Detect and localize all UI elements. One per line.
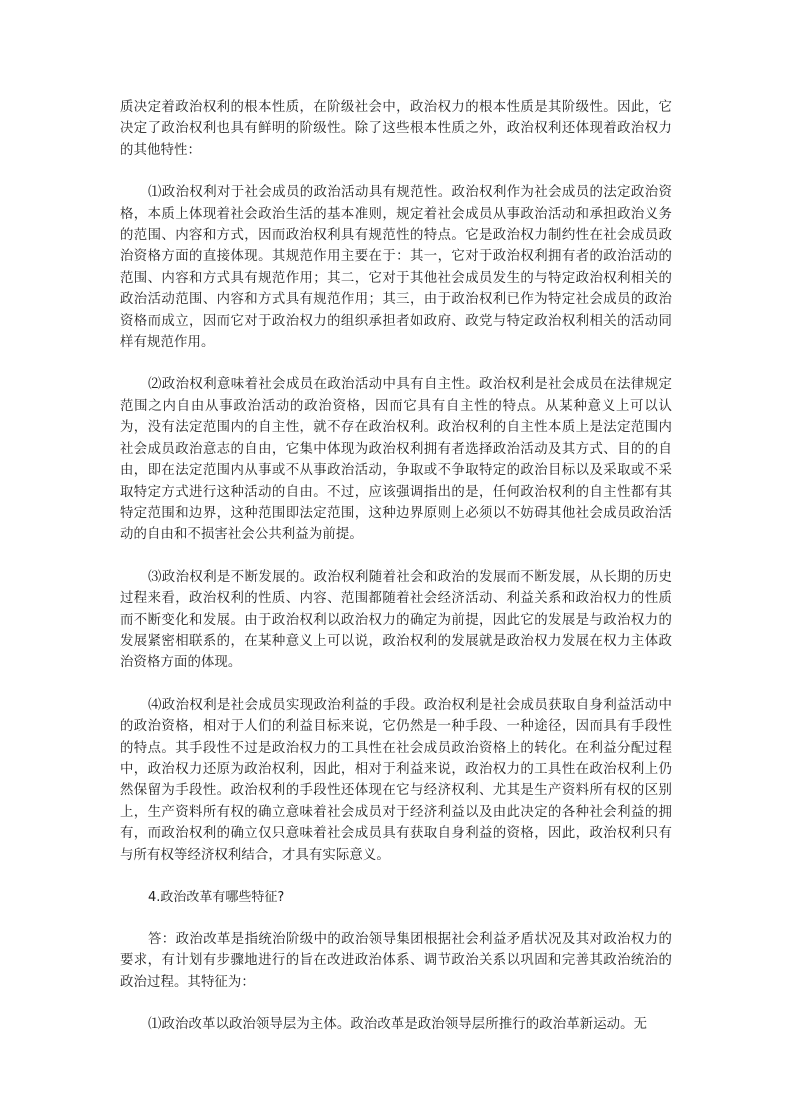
answer-paragraph: 答：政治改革是指统治阶级中的政治领导集团根据社会利益矛盾状况及其对政治权力的要求，有计划有步骤地进行的旨在改进政治体系、调节政治关系以巩固和完善其政治统治的政治过程。其特征为： — [120, 932, 672, 990]
paragraph-gap — [120, 161, 672, 182]
paragraph-gap — [120, 993, 672, 1014]
document-page — [120, 97, 672, 1036]
question-heading: 4.政治改革有哪些特征? — [148, 890, 285, 905]
paragraph-normativity: ⑴政治权利对于社会成员的政治活动具有规范性。政治权利作为社会成员的法定政治资格，本质上体现着社会政治生活的基本准则，规定着社会成员从事政治活动和承担政治义务的范围、内容和方式，因而政治权利具有规范性的特点。它是政治权力制约性在社会成员政治资格方面的直接体现。其规范作用主要在于：其一，它对于政治权利拥有者的政治活动的范围、内容和方式具有规范作用；其二，它对于其他社会成员发生的与特定政治权利相关的政治活动范围、内容和方式具有规范作用；其三，由于政治权利已作为特定社会成员的政治资格而成立，因而它对于政治权力的组织承担者如政府、政党与特定政治权利相关的活动同样有规范作用。 — [120, 185, 672, 351]
paragraph-development: ⑶政治权利是不断发展的。政治权利随着社会和政治的发展而不断发展，从长期的历史过程来看，政治权利的性质、内容、范围都随着社会经济活动、利益关系和政治权力的性质而不断变化和发展。由于政治权利以政治权力的确定为前提，因此它的发展是与政治权力的发展紧密相联系的，在某种意义上可以说，政治权利的发展就是政治权力发展在权力主体政治资格方面的体现。 — [120, 569, 672, 671]
paragraph-reform-subject: ⑴政治改革以政治领导层为主体。政治改革是政治领导层所推行的政治革新运动。无 — [148, 1017, 648, 1033]
paragraph-gap — [120, 674, 672, 695]
paragraph-means: ⑷政治权利是社会成员实现政治利益的手段。政治权利是社会成员获取自身利益活动中的政治资格，相对于人们的利益目标来说，它仍然是一种手段、一种途径，因而具有手段性的特点。其手段性不过是政治权力的工具性在社会成员政治资格上的转化。在利益分配过程中，政治权力还原为政治权利，因此，相对于利益来说，政治权力的工具性在政治权利上仍然保留为手段性。政治权利的手段性还体现在它与经济权利、尤其是生产资料所有权的区别上，生产资料所有权的确立意味着社会成员对于经济利益以及由此决定的各种社会利益的拥有，而政治权利的确立仅只意味着社会成员具有获取自身利益的资格，因此，政治权利只有与所有权等经济权利结合，才具有实际意义。 — [120, 697, 672, 863]
paragraph-intro: 质决定着政治权利的根本性质，在阶级社会中，政治权力的根本性质是其阶级性。因此，它决定了政治权利也具有鲜明的阶级性。除了这些根本性质之外，政治权利还体现着政治权力的其他特性： — [120, 100, 672, 158]
paragraph-gap — [120, 353, 672, 374]
paragraph-gap — [120, 908, 672, 929]
paragraph-autonomy: ⑵政治权利意味着社会成员在政治活动中具有自主性。政治权利是社会成员在法律规定范围之内自由从事政治活动的政治资格，因而它具有自主性的特点。从某种意义上可以认为，没有法定范围内的自主性，就不存在政治权利。政治权利的自主性本质上是法定范围内社会成员政治意志的自由，它集中体现为政治权利拥有者选择政治活动及其方式、目的的自由，即在法定范围内从事或不从事政治活动，争取或不争取特定的政治目标以及采取或不采取特定方式进行这种活动的自由。不过，应该强调指出的是，任何政治权利的自主性都有其特定范围和边界，这种范围即法定范围，这种边界原则上必须以不妨碍其他社会成员政治活动的自由和不损害社会公共利益为前提。 — [120, 377, 672, 543]
paragraph-gap — [120, 546, 672, 567]
paragraph-gap — [120, 866, 672, 887]
